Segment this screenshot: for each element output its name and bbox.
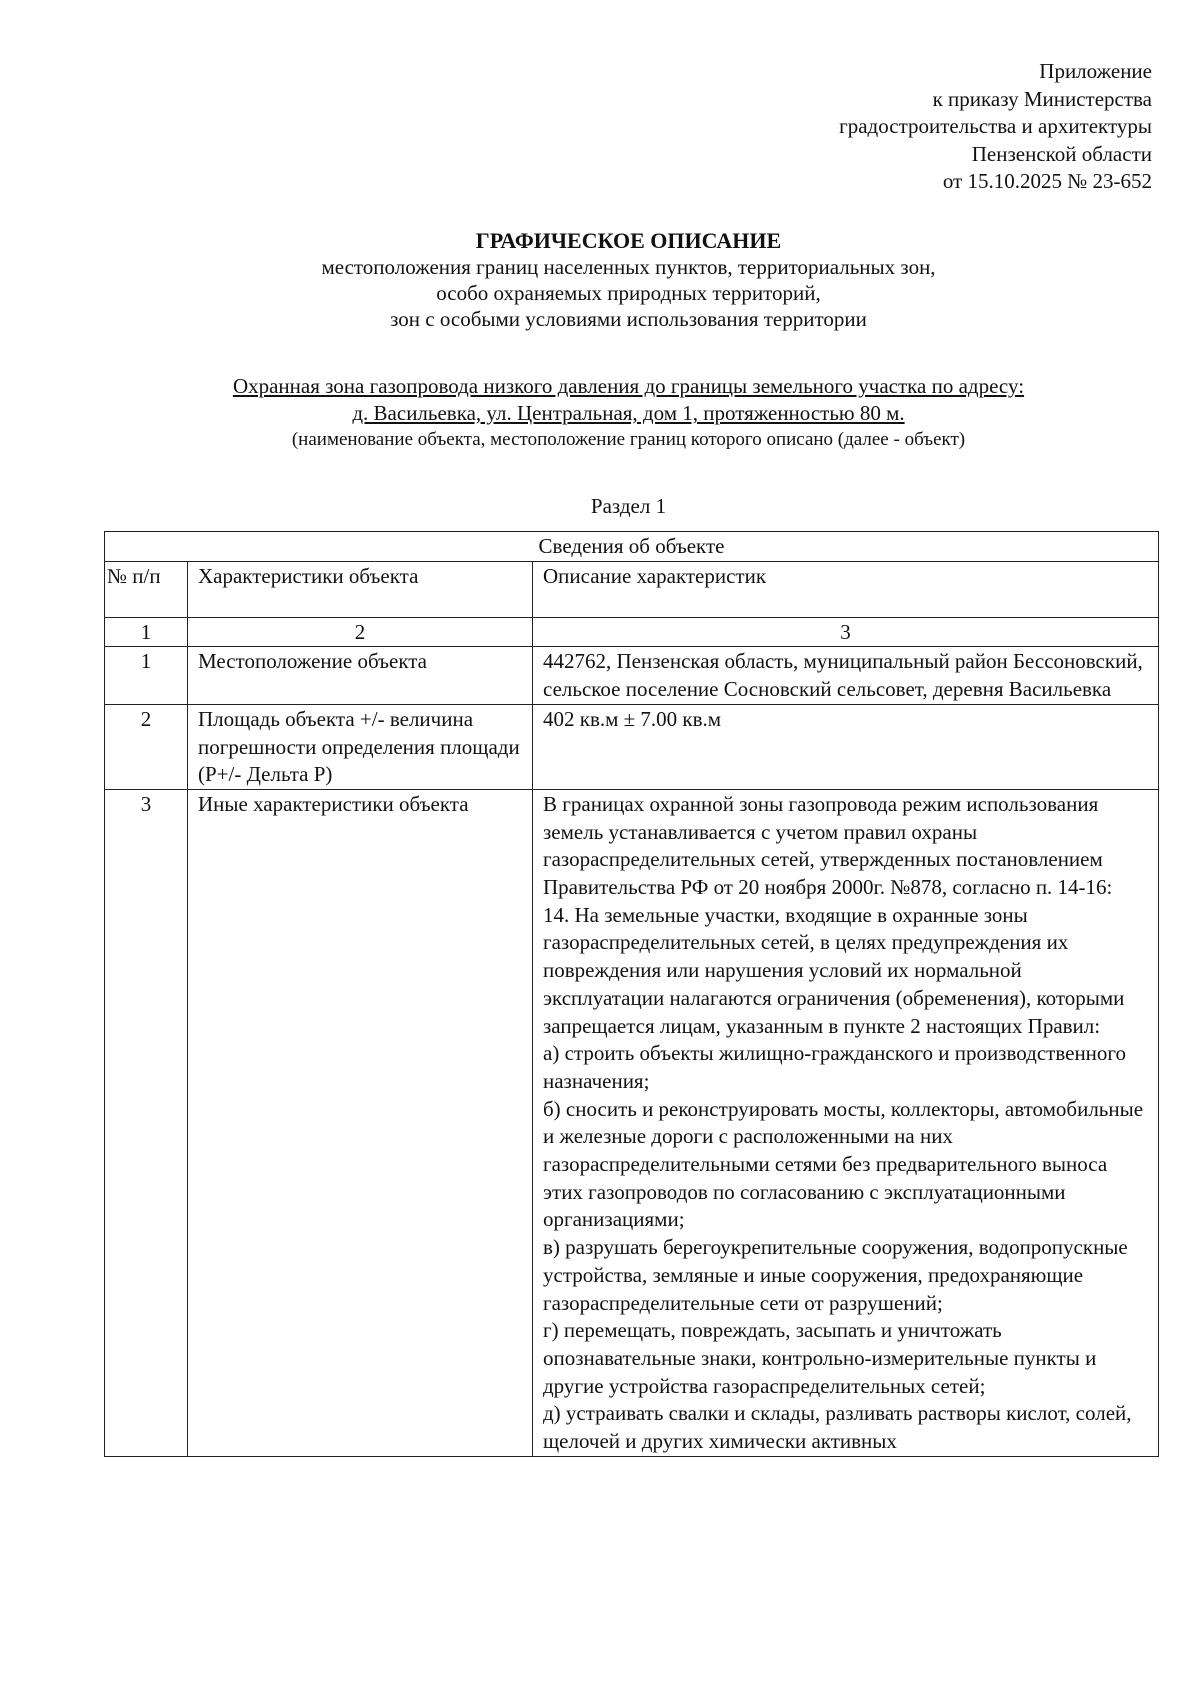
description-paragraph: в) разрушать берегоукрепительные сооружения, водопропускные устройства, земляные и иные сооружения, предохраняющие газораспределительные сети от разрушений;	[543, 1235, 1128, 1315]
object-address-line: д. Васильевка, ул. Центральная, дом 1, протяженностью 80 м.	[352, 401, 905, 425]
table-row	[105, 647, 1159, 704]
table-title: Сведения об объекте	[105, 532, 1159, 562]
document-title: ГРАФИЧЕСКОЕ ОПИСАНИЕ	[475, 228, 782, 253]
column-number: 1	[105, 617, 188, 647]
approval-line: Пензенской области	[971, 141, 1152, 166]
header-num: № п/п	[105, 561, 188, 617]
approval-block	[452, 58, 1152, 196]
description-paragraph: а) строить объекты жилищно-гражданского и производственного назначения;	[543, 1041, 1127, 1093]
row-num: 3	[105, 789, 188, 1456]
row-num: 1	[105, 647, 188, 704]
description-paragraph: 14. На земельные участки, входящие в охранные зоны газораспределительных сетей, в целях предупреждения их повреждения или нарушения условий их нормальной эксплуатации налагаются ограничения (обременения), которыми запрещается лицам, указанным в пункте 2 настоящих Правил:	[543, 902, 1125, 1038]
row-characteristic: Площадь объекта +/- величина погрешности определения площади (Р+/- Дельта Р)	[188, 704, 533, 789]
subtitle-line: зон с особыми условиями использования территории	[390, 307, 867, 331]
title-block	[100, 228, 1157, 332]
row-num: 2	[105, 704, 188, 789]
table-row	[105, 704, 1159, 789]
column-number: 2	[188, 617, 533, 647]
object-caption: (наименование объекта, местоположение границ которого описано (далее - объект)	[291, 429, 966, 450]
section-label: Раздел 1	[590, 494, 667, 518]
column-number: 3	[533, 617, 1159, 647]
table-title-row	[105, 532, 1159, 562]
row-description	[533, 789, 1159, 1456]
header-description: Описание характеристик	[533, 561, 1159, 617]
row-description: 442762, Пензенская область, муниципальный район Бессоновский, сельское поселение Сосновский сельсовет, деревня Васильевка	[533, 647, 1159, 704]
table-row	[105, 789, 1159, 1456]
description-paragraph: б) сносить и реконструировать мосты, коллекторы, автомобильные и железные дороги с расположенными на них газораспределительными сетями без предварительного выноса этих газопроводов по согласованию с эксплуатационными организациями;	[543, 1096, 1144, 1232]
approval-line: к приказу Министерства	[932, 86, 1152, 111]
object-info-table	[104, 531, 1159, 1457]
row-description: 402 кв.м ± 7.00 кв.м	[533, 704, 1159, 789]
object-name-block	[100, 373, 1157, 453]
subtitle-line: местоположения границ населенных пунктов, территориальных зон,	[321, 255, 936, 279]
subtitle-line: особо охраняемых природных территорий,	[436, 281, 821, 305]
approval-order-date: от 15.10.2025 № 23-652	[942, 169, 1152, 193]
approval-line: градостроительства и архитектуры	[839, 114, 1152, 138]
row-characteristic: Местоположение объекта	[188, 647, 533, 704]
description-paragraph: В границах охранной зоны газопровода режим использования земель устанавливается с учетом правил охраны газораспределительных сетей, утвержденных постановлением Правительства РФ от 20 ноября 2000г. №878, согласно п. 14-16:	[543, 791, 1113, 900]
header-characteristic: Характеристики объекта	[188, 561, 533, 617]
description-paragraph: д) устраивать свалки и склады, разливать растворы кислот, солей, щелочей и других химически активных	[543, 1401, 1132, 1454]
table-header-row	[105, 561, 1159, 617]
row-characteristic: Иные характеристики объекта	[188, 789, 533, 1456]
object-name-line: Охранная зона газопровода низкого давления до границы земельного участка по адресу:	[232, 374, 1025, 398]
approval-line: Приложение	[1039, 59, 1152, 83]
column-number-row	[105, 617, 1159, 647]
description-paragraph: г) перемещать, повреждать, засыпать и уничтожать опознавательные знаки, контрольно-измерительные пункты и другие устройства газораспределительных сетей;	[543, 1318, 1097, 1398]
